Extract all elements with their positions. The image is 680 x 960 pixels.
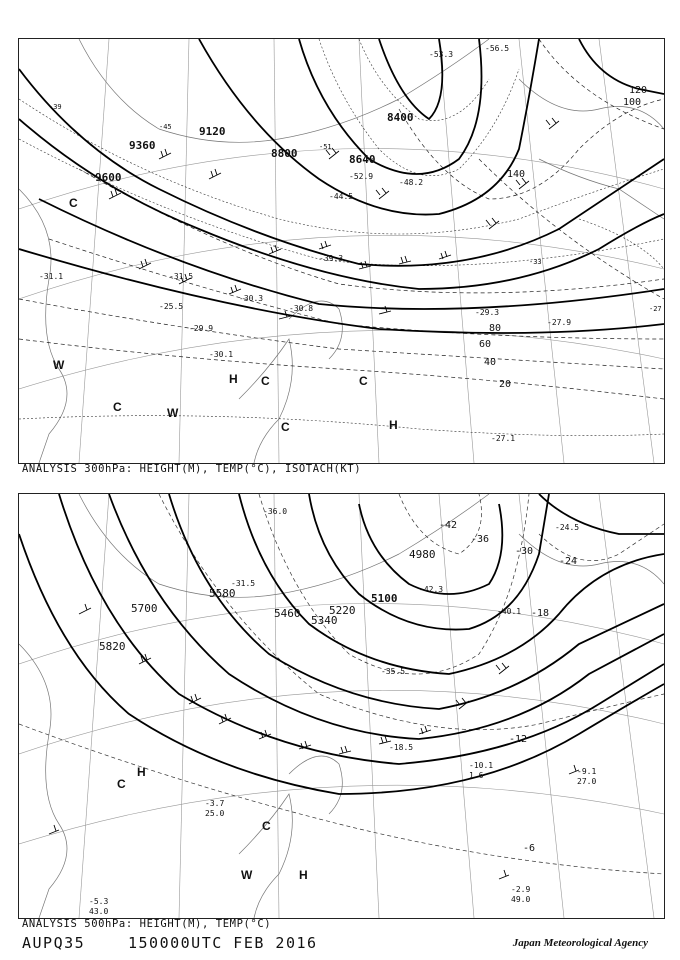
height-label: 8640 [349, 153, 376, 166]
temp-plot: -27.9 [547, 318, 572, 327]
height-label: 5460 [274, 607, 301, 620]
height-label: 5580 [209, 587, 236, 600]
temp-plot: -56.5 [485, 44, 510, 53]
temp-plot: -25.5 [159, 302, 184, 311]
isotherm-label: -36 [471, 534, 490, 545]
isotherm-label: -39 [49, 103, 62, 111]
temp-plot: -10.1 [469, 761, 494, 770]
isotach-label: 120 [629, 85, 648, 96]
temp-plot: -5.3 [89, 897, 109, 906]
temp-plot: -42.3 [419, 585, 444, 594]
temp-plot: -35.5 [381, 667, 406, 676]
isotherm-label: -12 [509, 734, 528, 745]
isotach-label: 20 [499, 379, 512, 390]
cold-symbol: C [261, 374, 270, 388]
temp-plot: -29.9 [189, 324, 214, 333]
height-label: 8800 [271, 147, 298, 160]
warm-symbol: W [167, 406, 179, 420]
temp-plot: -9.1 [577, 767, 597, 776]
warm-symbol: W [53, 358, 65, 372]
chart-code: AUPQ35 [22, 934, 86, 952]
temperature-plots-300 [39, 44, 571, 443]
isotach-label: 60 [479, 339, 492, 350]
panel-300-caption: ANALYSIS 300hPa: HEIGHT(M), TEMP(°C), ISOTACH(KT) [22, 463, 362, 475]
temp-plot: 49.0 [511, 895, 531, 904]
isotherm-label: -51 [319, 143, 332, 151]
temp-plot: -31.1 [39, 272, 64, 281]
isotherm-label: -27 [649, 305, 662, 313]
temp-plot: -30.1 [209, 350, 234, 359]
high-pressure-symbol: H [137, 765, 146, 779]
height-label: 5220 [329, 604, 356, 617]
height-label: 5340 [311, 614, 338, 627]
temp-plot: -40.1 [497, 607, 522, 616]
temperature-plots-500 [89, 507, 596, 916]
temp-plot: 43.0 [89, 907, 109, 916]
temp-plot: -31.5 [231, 579, 256, 588]
isotherm-label: -30 [515, 546, 534, 557]
temp-plot: -36.0 [263, 507, 288, 516]
isotherm-label: -45 [159, 123, 172, 131]
height-labels-500 [99, 548, 436, 653]
isotherm-label: -33 [529, 258, 542, 266]
isotherm-label: -6 [523, 843, 536, 854]
wind-barbs-500 [49, 604, 579, 879]
temp-plot: -52.9 [349, 172, 374, 181]
temp-plot: 27.0 [577, 777, 597, 786]
temp-plot: -24.5 [555, 523, 580, 532]
height-label: 5700 [131, 602, 158, 615]
valid-time: 150000UTC FEB 2016 [128, 934, 318, 952]
map-300hpa [19, 39, 664, 463]
pressure-systems-300 [53, 196, 398, 434]
temp-plot: -44.5 [329, 192, 354, 201]
temp-plot: -31.5 [169, 272, 194, 281]
isotherms-500 [19, 494, 664, 874]
height-label: 9360 [129, 139, 156, 152]
high-pressure-symbol: H [389, 418, 398, 432]
height-label: 8400 [387, 111, 414, 124]
temp-plot: 1.6 [469, 771, 484, 780]
cold-symbol: C [113, 400, 122, 414]
isotach-label: 40 [484, 357, 497, 368]
temp-plot: -30.8 [289, 304, 314, 313]
map-panel-500hpa [18, 493, 665, 919]
temp-plot: -39.3 [319, 254, 344, 263]
temp-plot: -30.3 [239, 294, 264, 303]
isotherms-300 [19, 39, 664, 436]
pressure-systems-500 [117, 765, 308, 882]
high-pressure-symbol: H [229, 372, 238, 386]
cold-symbol: C [262, 819, 271, 833]
panel-500-caption: ANALYSIS 500hPa: HEIGHT(M), TEMP(°C) [22, 918, 272, 930]
height-label: 9600 [95, 171, 122, 184]
cold-symbol: C [69, 196, 78, 210]
temp-plot: -48.2 [399, 178, 424, 187]
temp-plot: -3.7 [205, 799, 225, 808]
height-contours-300 [19, 39, 664, 333]
temp-plot: -2.9 [511, 885, 531, 894]
temp-plot: -27.1 [491, 434, 516, 443]
map-panel-300hpa [18, 38, 665, 464]
map-500hpa [19, 494, 664, 918]
isotach-label: 80 [489, 323, 502, 334]
cold-symbol: C [359, 374, 368, 388]
warm-symbol: W [241, 868, 253, 882]
temp-plot: -53.3 [429, 50, 454, 59]
isotach-label: 140 [507, 169, 526, 180]
cold-symbol: C [117, 777, 126, 791]
height-label: 9120 [199, 125, 226, 138]
height-label: 4980 [409, 548, 436, 561]
agency-name: Japan Meteorological Agency [512, 937, 648, 949]
wind-barbs-300 [109, 118, 559, 319]
cold-symbol: C [281, 420, 290, 434]
height-label: 5820 [99, 640, 126, 653]
height-label: 5100 [371, 592, 398, 605]
isotherm-labels-300 [49, 103, 662, 313]
high-pressure-symbol: H [299, 868, 308, 882]
isotach-label: 100 [623, 97, 642, 108]
isotach-labels-300 [479, 85, 647, 390]
isotherm-label: -42 [439, 520, 458, 531]
isotherm-label: -24 [559, 556, 578, 567]
temp-plot: -18.5 [389, 743, 414, 752]
temp-plot: 25.0 [205, 809, 225, 818]
temp-plot: -29.3 [475, 308, 500, 317]
isotherm-label: -18 [531, 608, 550, 619]
